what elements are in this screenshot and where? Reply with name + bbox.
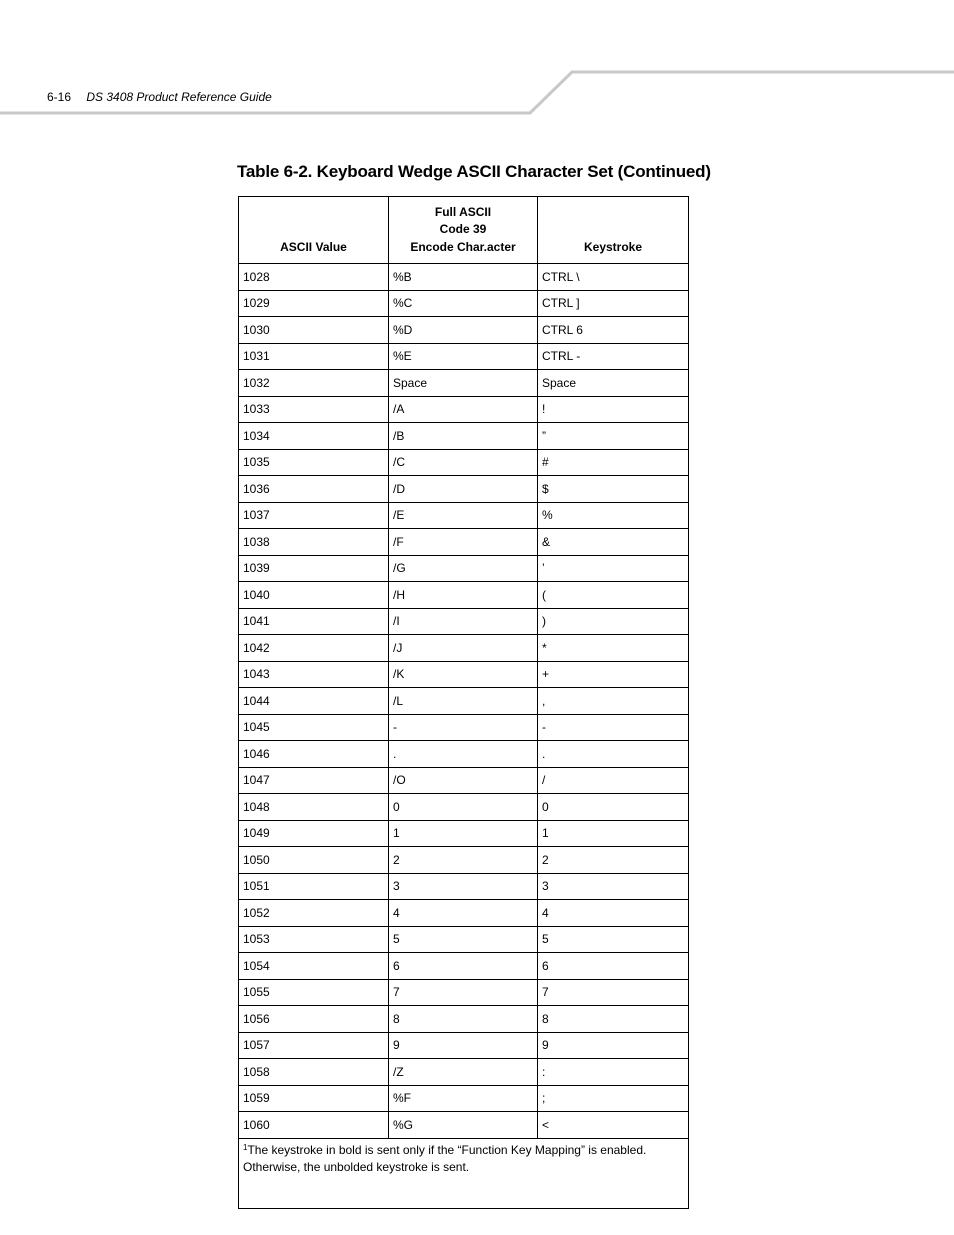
cell-keystroke: 1 xyxy=(538,820,689,847)
cell-ascii-value: 1044 xyxy=(239,688,389,715)
cell-keystroke: * xyxy=(538,635,689,662)
table-row xyxy=(239,449,689,476)
cell-keystroke: 2 xyxy=(538,847,689,874)
table-row xyxy=(239,1112,689,1139)
cell-code39-char: /I xyxy=(389,608,538,635)
cell-keystroke: + xyxy=(538,661,689,688)
cell-code39-char: 2 xyxy=(389,847,538,874)
cell-keystroke: 3 xyxy=(538,873,689,900)
footnote-text: The keystroke in bold is sent only if the “Function Key Mapping” is enabled. Otherwise, the unbolded keystroke is sent. xyxy=(243,1142,647,1174)
table-row xyxy=(239,1006,689,1033)
cell-code39-char: 4 xyxy=(389,900,538,927)
cell-code39-char: /J xyxy=(389,635,538,662)
cell-code39-char: Space xyxy=(389,370,538,397)
cell-keystroke: 0 xyxy=(538,794,689,821)
table-row xyxy=(239,1059,689,1086)
cell-ascii-value: 1042 xyxy=(239,635,389,662)
column-header-ascii-value: ASCII Value xyxy=(239,197,389,264)
cell-ascii-value: 1049 xyxy=(239,820,389,847)
cell-code39-char: 9 xyxy=(389,1032,538,1059)
table-row xyxy=(239,794,689,821)
cell-code39-char: %D xyxy=(389,317,538,344)
cell-ascii-value: 1054 xyxy=(239,953,389,980)
table-row xyxy=(239,926,689,953)
cell-keystroke: CTRL \ xyxy=(538,264,689,291)
table-row xyxy=(239,953,689,980)
cell-ascii-value: 1046 xyxy=(239,741,389,768)
cell-keystroke: CTRL ] xyxy=(538,290,689,317)
table-row xyxy=(239,714,689,741)
table-row xyxy=(239,529,689,556)
cell-code39-char: /L xyxy=(389,688,538,715)
cell-code39-char: /O xyxy=(389,767,538,794)
cell-code39-char: %G xyxy=(389,1112,538,1139)
cell-ascii-value: 1050 xyxy=(239,847,389,874)
cell-keystroke: # xyxy=(538,449,689,476)
page-number: 6-16 xyxy=(47,90,72,104)
cell-keystroke: / xyxy=(538,767,689,794)
table-row xyxy=(239,1085,689,1112)
cell-ascii-value: 1041 xyxy=(239,608,389,635)
cell-code39-char: /D xyxy=(389,476,538,503)
table-row xyxy=(239,343,689,370)
cell-keystroke: ’ xyxy=(538,555,689,582)
cell-code39-char: /F xyxy=(389,529,538,556)
cell-code39-char: 3 xyxy=(389,873,538,900)
cell-ascii-value: 1029 xyxy=(239,290,389,317)
cell-ascii-value: 1058 xyxy=(239,1059,389,1086)
cell-keystroke: 4 xyxy=(538,900,689,927)
cell-ascii-value: 1053 xyxy=(239,926,389,953)
cell-code39-char: /B xyxy=(389,423,538,450)
cell-keystroke: % xyxy=(538,502,689,529)
cell-code39-char: 6 xyxy=(389,953,538,980)
table-row xyxy=(239,423,689,450)
cell-keystroke: . xyxy=(538,741,689,768)
cell-keystroke: 6 xyxy=(538,953,689,980)
cell-ascii-value: 1059 xyxy=(239,1085,389,1112)
cell-ascii-value: 1039 xyxy=(239,555,389,582)
cell-ascii-value: 1031 xyxy=(239,343,389,370)
cell-keystroke: ” xyxy=(538,423,689,450)
cell-ascii-value: 1036 xyxy=(239,476,389,503)
cell-keystroke: ! xyxy=(538,396,689,423)
cell-code39-char: /H xyxy=(389,582,538,609)
cell-ascii-value: 1033 xyxy=(239,396,389,423)
cell-keystroke: 8 xyxy=(538,1006,689,1033)
cell-code39-char: 7 xyxy=(389,979,538,1006)
cell-code39-char: 8 xyxy=(389,1006,538,1033)
table-row xyxy=(239,264,689,291)
cell-code39-char: %E xyxy=(389,343,538,370)
column-header-keystroke: Keystroke xyxy=(538,197,689,264)
cell-keystroke: - xyxy=(538,714,689,741)
cell-keystroke: Space xyxy=(538,370,689,397)
table-row xyxy=(239,979,689,1006)
cell-code39-char: 0 xyxy=(389,794,538,821)
cell-ascii-value: 1030 xyxy=(239,317,389,344)
table-row xyxy=(239,688,689,715)
table-title: Table 6-2. Keyboard Wedge ASCII Character Set (Continued) xyxy=(237,162,711,181)
cell-code39-char: /A xyxy=(389,396,538,423)
cell-ascii-value: 1032 xyxy=(239,370,389,397)
table-row xyxy=(239,767,689,794)
footnote-row xyxy=(239,1138,689,1208)
cell-code39-char: %F xyxy=(389,1085,538,1112)
cell-keystroke: , xyxy=(538,688,689,715)
cell-code39-char: /G xyxy=(389,555,538,582)
table-row xyxy=(239,370,689,397)
cell-ascii-value: 1052 xyxy=(239,900,389,927)
cell-keystroke: & xyxy=(538,529,689,556)
cell-code39-char: - xyxy=(389,714,538,741)
cell-ascii-value: 1035 xyxy=(239,449,389,476)
cell-ascii-value: 1055 xyxy=(239,979,389,1006)
cell-code39-char: /E xyxy=(389,502,538,529)
column-header-code39 xyxy=(389,197,538,264)
table-row xyxy=(239,608,689,635)
cell-ascii-value: 1045 xyxy=(239,714,389,741)
cell-keystroke: : xyxy=(538,1059,689,1086)
table-row xyxy=(239,396,689,423)
cell-code39-char: %C xyxy=(389,290,538,317)
table-row xyxy=(239,741,689,768)
table-row xyxy=(239,820,689,847)
cell-keystroke: ) xyxy=(538,608,689,635)
cell-ascii-value: 1037 xyxy=(239,502,389,529)
table-row xyxy=(239,476,689,503)
cell-code39-char: 5 xyxy=(389,926,538,953)
cell-keystroke: 5 xyxy=(538,926,689,953)
cell-ascii-value: 1060 xyxy=(239,1112,389,1139)
cell-ascii-value: 1040 xyxy=(239,582,389,609)
cell-ascii-value: 1038 xyxy=(239,529,389,556)
cell-keystroke: CTRL - xyxy=(538,343,689,370)
table-row xyxy=(239,1032,689,1059)
table-footnote xyxy=(239,1138,689,1208)
column-header-code39-text: Full ASCII Code 39 Encode Char.acter xyxy=(410,204,516,254)
footnote-marker: 1 xyxy=(243,1142,248,1152)
cell-ascii-value: 1048 xyxy=(239,794,389,821)
cell-ascii-value: 1043 xyxy=(239,661,389,688)
cell-ascii-value: 1028 xyxy=(239,264,389,291)
cell-keystroke: ; xyxy=(538,1085,689,1112)
cell-code39-char: . xyxy=(389,741,538,768)
table-header-row xyxy=(239,197,689,264)
cell-code39-char: /C xyxy=(389,449,538,476)
table-row xyxy=(239,317,689,344)
cell-ascii-value: 1056 xyxy=(239,1006,389,1033)
cell-ascii-value: 1047 xyxy=(239,767,389,794)
cell-keystroke: 9 xyxy=(538,1032,689,1059)
table-row xyxy=(239,847,689,874)
cell-code39-char: 1 xyxy=(389,820,538,847)
cell-code39-char: /Z xyxy=(389,1059,538,1086)
cell-keystroke: $ xyxy=(538,476,689,503)
cell-keystroke: 7 xyxy=(538,979,689,1006)
cell-keystroke: CTRL 6 xyxy=(538,317,689,344)
table-row xyxy=(239,555,689,582)
table-row xyxy=(239,290,689,317)
running-header xyxy=(47,90,272,104)
table-row xyxy=(239,661,689,688)
cell-ascii-value: 1034 xyxy=(239,423,389,450)
cell-code39-char: %B xyxy=(389,264,538,291)
table-row xyxy=(239,635,689,662)
guide-title: DS 3408 Product Reference Guide xyxy=(86,90,272,104)
cell-code39-char: /K xyxy=(389,661,538,688)
table-row xyxy=(239,502,689,529)
cell-keystroke: ( xyxy=(538,582,689,609)
table-row xyxy=(239,900,689,927)
table-body xyxy=(239,264,689,1139)
cell-ascii-value: 1051 xyxy=(239,873,389,900)
cell-keystroke: < xyxy=(538,1112,689,1139)
table-row xyxy=(239,873,689,900)
table-row xyxy=(239,582,689,609)
ascii-table xyxy=(238,196,689,1209)
cell-ascii-value: 1057 xyxy=(239,1032,389,1059)
